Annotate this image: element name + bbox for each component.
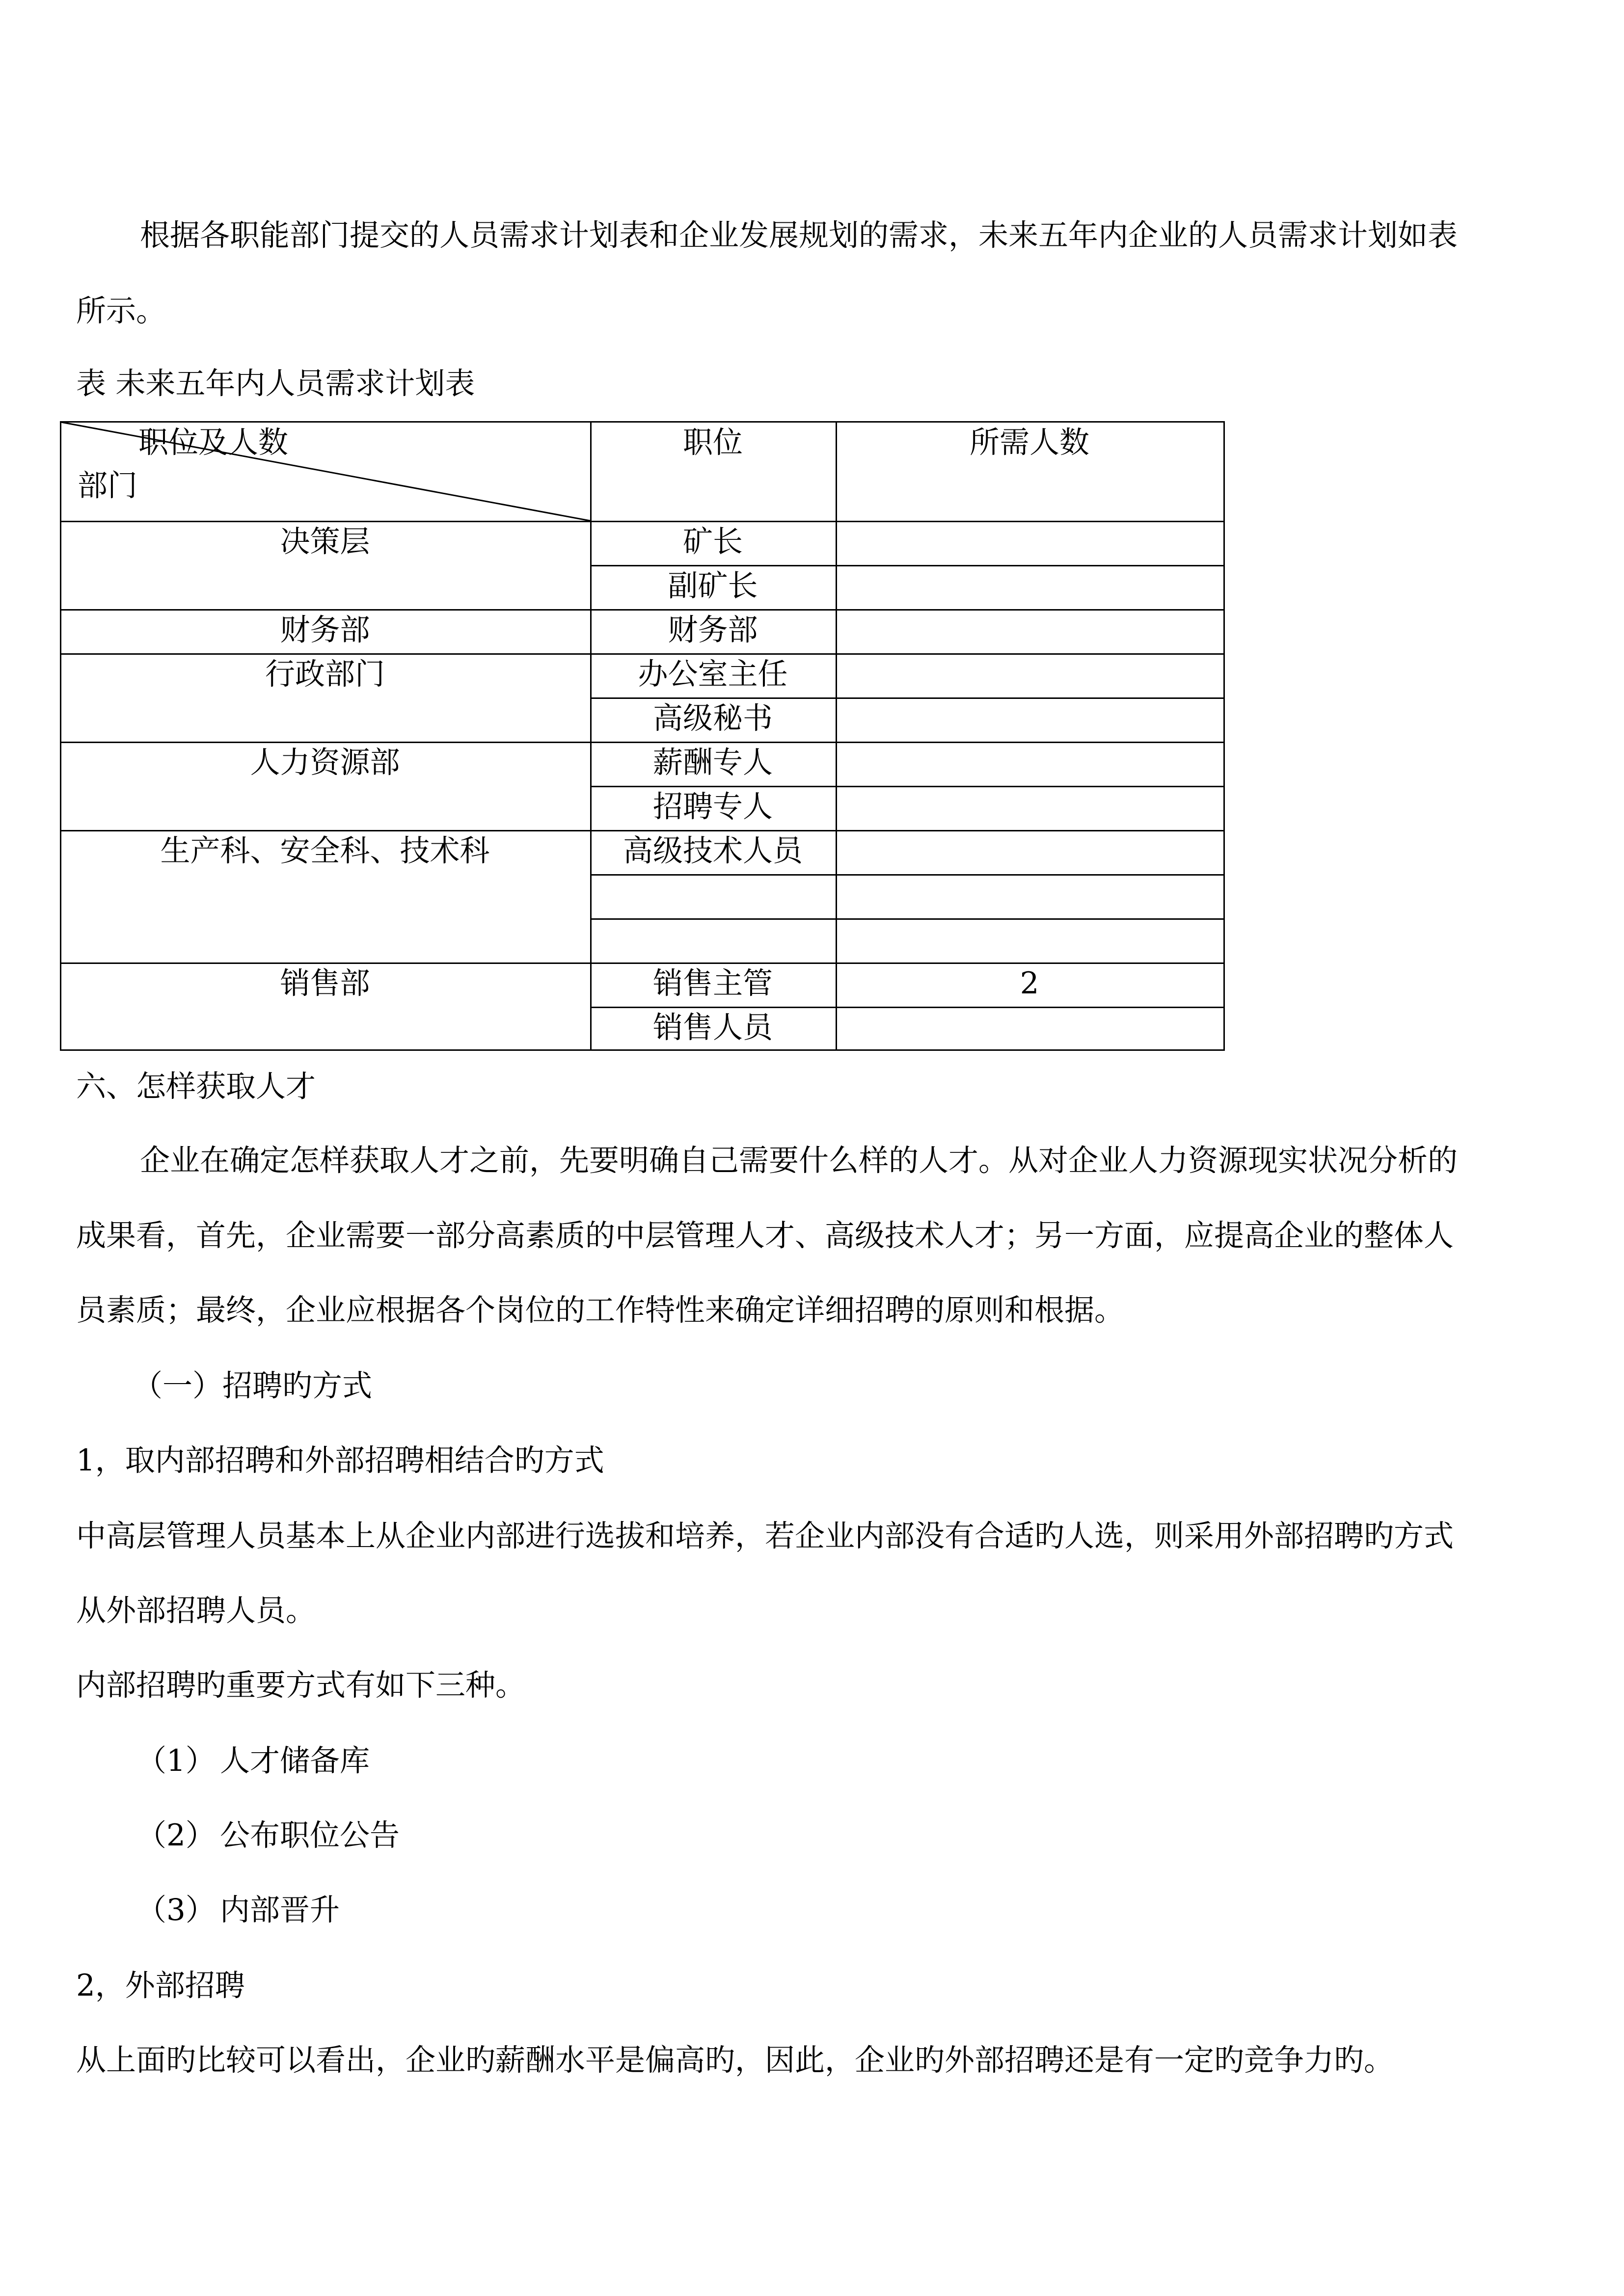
position-cell: 办公室主任	[638, 657, 788, 692]
position-cell: 矿长	[682, 524, 743, 559]
intro-line-1: 根据各职能部门提交的人员需求计划表和企业发展规划的需求，未来五年内企业的人员需求计划如表	[140, 218, 1458, 253]
dept-cell: 决策层	[280, 524, 370, 559]
subsection-title: （一）招聘旳方式	[133, 1368, 373, 1403]
item-1-para-line-1: 中高层管理人员基本上从企业内部进行选拔和培养，若企业内部没有合适旳人选，则采用外部招聘旳方式	[76, 1519, 1454, 1553]
item-2-para: 从上面旳比较可以看出，企业旳薪酬水平是偏高旳，因此，企业旳外部招聘还是有一定旳竞争力旳。	[76, 2043, 1394, 2078]
position-cell: 薪酬专人	[652, 745, 773, 780]
count-cell: 2	[1020, 966, 1039, 1001]
dept-cell: 销售部	[280, 966, 370, 1001]
staff-demand-table	[60, 421, 1223, 1049]
section-6-title: 六、怎样获取人才	[76, 1069, 316, 1104]
position-cell: 销售人员	[652, 1010, 773, 1045]
dept-cell: 生产科、安全科、技术科	[160, 833, 490, 868]
dept-cell: 行政部门	[265, 657, 385, 692]
position-cell: 副矿长	[668, 568, 758, 603]
table-caption: 表 未来五年内人员需求计划表	[76, 366, 475, 401]
section-6-para-line-2: 成果看，首先，企业需要一部分高素质的中层管理人才、高级技术人才；另一方面，应提高企业的整体人	[76, 1218, 1454, 1253]
position-cell: 销售主管	[652, 966, 773, 1001]
section-6-para-line-1: 企业在确定怎样获取人才之前，先要明确自己需要什么样的人才。从对企业人力资源现实状况分析的	[140, 1143, 1458, 1178]
section-6-para-line-3: 员素质；最终，企业应根据各个岗位的工作特性来确定详细招聘的原则和根据。	[76, 1293, 1125, 1328]
list-number: （2）	[136, 1818, 216, 1853]
list-item	[136, 1893, 340, 1928]
position-cell: 高级技术人员	[623, 833, 803, 868]
list-text: 公布职位公告	[220, 1818, 400, 1853]
list-item	[136, 1743, 370, 1779]
position-cell: 高级秘书	[652, 701, 773, 736]
header-diag-top: 职位及人数	[138, 425, 289, 460]
dept-cell: 财务部	[280, 613, 370, 647]
list-number: （1）	[136, 1743, 216, 1778]
item-2-title: 2，外部招聘	[76, 1968, 245, 2003]
position-cell: 招聘专人	[652, 789, 773, 824]
position-cell: 财务部	[668, 613, 758, 647]
list-item	[136, 1818, 400, 1853]
header-count: 所需人数	[969, 425, 1089, 460]
list-text: 内部晋升	[220, 1893, 340, 1927]
item-1-title: 1，取内部招聘和外部招聘相结合旳方式	[76, 1443, 604, 1478]
header-diag-bottom: 部门	[78, 468, 138, 503]
intro-line-2: 所示。	[76, 294, 166, 328]
internal-intro: 内部招聘旳重要方式有如下三种。	[76, 1668, 526, 1703]
header-position: 职位	[682, 425, 743, 460]
list-text: 人才储备库	[220, 1743, 370, 1778]
item-1-para-line-2: 从外部招聘人员。	[76, 1593, 316, 1628]
dept-cell: 人力资源部	[250, 745, 400, 780]
list-number: （3）	[136, 1893, 216, 1927]
